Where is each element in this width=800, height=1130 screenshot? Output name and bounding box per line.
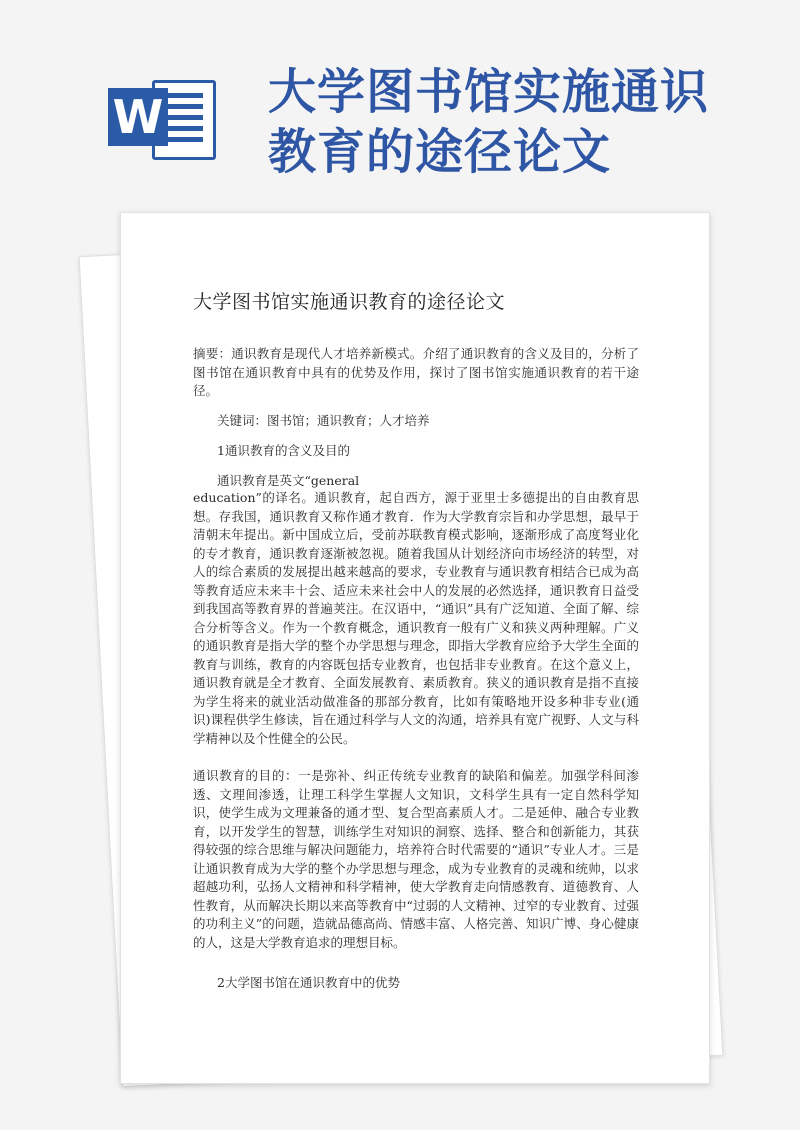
document-title: 大学图书馆实施通识教育的途径论文: [193, 291, 506, 313]
banner-title: 大学图书馆实施通识教育的途径论文: [268, 64, 710, 180]
word-letter-badge: W: [108, 88, 168, 146]
section-2-heading: 2大学图书馆在通识教育中的优势: [217, 975, 400, 990]
keywords-line: 关键词：图书馆；通识教育；人才培养: [217, 413, 430, 428]
word-document-icon: [108, 76, 212, 158]
section-1-paragraph-2: 通识教育的目的：一是弥补、纠正传统专业教育的缺陷和偏差。加强学科间渗透、文理间渗透，让理工科学生掌握人文知识，文科学生具有一定自然科学知识，使学生成为文理兼备的通才型、复合型高素质人才。二是延伸、融合专业教育，以开发学生的智慧，训练学生对知识的洞察、选择、整合和创新能力，其获得较强的综合思维与解决问题能力，培养符合时代需要的“通识”专业人才。三是让通识教育成为大学的整个办学思想与理念，成为专业教育的灵魂和统帅，以求超越功利，弘扬人文精神和科学精神，使大学教育走向情感教育、道德教育、人性教育，从而解决长期以来高等教育中“过弱的人文精神、过窄的专业教育、过强的功利主义”的问题，造就品德高尚、情感丰富、人格完善、知识广博、身心健康的人，这是大学教育追求的理想目标。: [193, 768, 639, 950]
header-banner: [0, 0, 800, 220]
section-1-heading: 1通识教育的含义及目的: [217, 443, 350, 458]
section-1-paragraph-1: education”的译名。通识教育，起自西方，源于亚里士多德提出的自由教育思想。存我国，通识教育又称作通才教育．作为大学教育宗旨和办学思想，最早于清朝末年提出。新中国成立后，受前苏联教育模式影响，逐渐形成了高度弩业化的专才教育，通识教育逐渐被忽视。随着我国从计划经济向市场经济的转型，对人的综合素质的发展提出越来越高的要求，专业教育与通识教育相结合已成为高等教育适应未来丰十会、适应未来社会中人的发展的必然选择，通识教育日益受到我国高等教育界的普遍荚注。在汉语中，“通识”具有广泛知道、全面了解、综合分析等含义。作为一个教育概念，通识教育一般有广义和狭义两种理解。广义的通识教育是指大学的整个办学思想与理念，即指大学教育应给予大学生全面的教育与训练，教育的内容既包括专业教育，也包括非专业教育。在这个意义上，通识教育就是全才教育、全面发展教育、素质教育。狭义的通识教育是指不直接为学生将来的就业活动做准备的那部分教育，比如有策略地开设多种非专业(通识)课程供学生修读，旨在通过科学与人文的沟通，培养具有宽广视野、人文与科学精神以及个性健全的公民。: [193, 490, 639, 746]
document-page: [120, 212, 710, 1084]
abstract-paragraph: 摘要：通识教育是现代人才培养新模式。介绍了通识教育的含义及目的，分析了图书馆在通识教育中具有的优势及作用，探讨了图书馆实施通识教育的若干途径。: [193, 346, 639, 398]
section-1-intro-line: 通识教育是英文“general: [217, 473, 360, 488]
